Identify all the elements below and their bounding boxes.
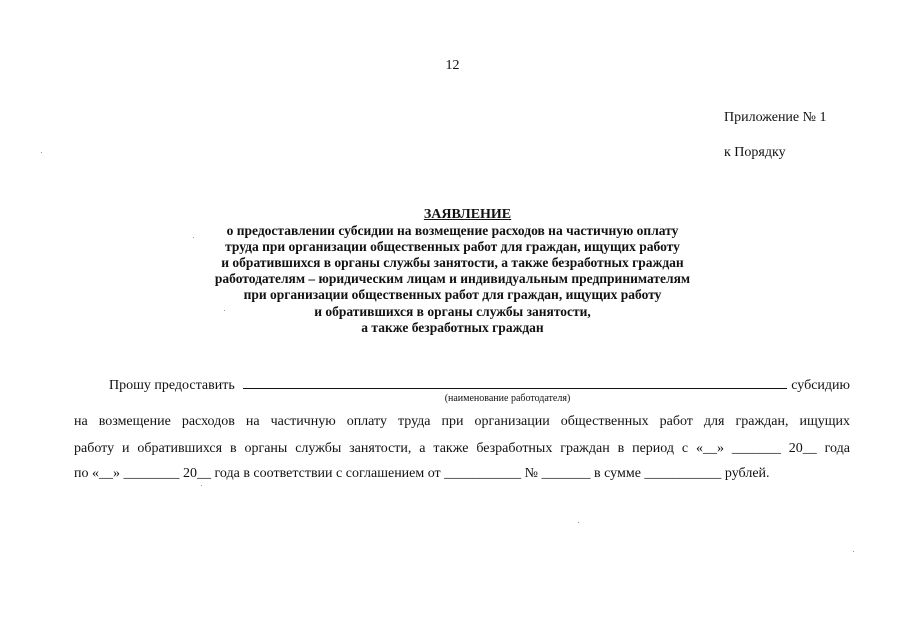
title-line: труда при организации общественных работ для граждан, ищущих работу xyxy=(225,239,680,255)
document-title xyxy=(0,207,905,336)
scan-speck xyxy=(224,310,225,311)
page-number: 12 xyxy=(445,58,460,73)
appendix-label: Приложение № 1 xyxy=(724,110,827,125)
title-line: работодателям – юридическим лицам и индивидуальным предпринимателям xyxy=(214,271,691,287)
title-line: и обратившихся в органы службы занятости, а также безработных граждан xyxy=(221,255,684,271)
scan-speck xyxy=(578,522,579,523)
scan-speck xyxy=(41,152,42,153)
scan-speck xyxy=(193,237,194,238)
title-line: при организации общественных работ для граждан, ищущих работу xyxy=(243,287,662,303)
scan-speck xyxy=(853,551,854,552)
employer-name-blank[interactable] xyxy=(243,375,788,389)
scan-speck xyxy=(201,485,202,486)
title-line: о предоставлении субсидии на возмещение расходов на частичную оплату xyxy=(226,223,679,239)
title-line: а также безработных граждан xyxy=(361,319,544,335)
title-heading: ЗАЯВЛЕНИЕ xyxy=(423,207,512,222)
request-end-text: субсидию xyxy=(791,378,850,393)
body-text-line: по «__» ________ 20__ года в соответствии с соглашением от ___________ № _______ в сумме ___________ рублей. xyxy=(74,466,770,481)
request-line xyxy=(109,375,850,394)
caption-text: (наименование работодателя) xyxy=(444,393,571,404)
employer-name-caption xyxy=(0,393,905,404)
title-line: и обратившихся в органы службы занятости, xyxy=(314,303,591,319)
body-text-line: работу и обратившихся в органы службы занятости, а также безработных граждан в период с «__» _______ 20__ года xyxy=(74,441,850,456)
appendix-reference: к Порядку xyxy=(724,145,786,160)
body-text-line: на возмещение расходов на частичную оплату труда при организации общественных работ для граждан, ищущих xyxy=(74,414,850,429)
request-lead-text: Прошу предоставить xyxy=(109,378,235,393)
